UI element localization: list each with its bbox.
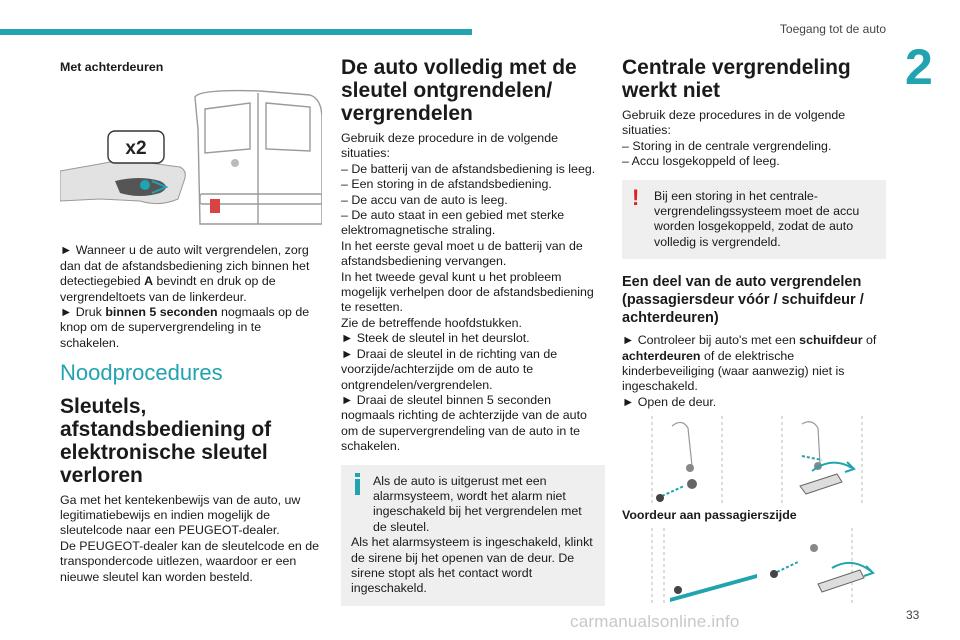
col2-line: – De accu van de auto is leeg.	[341, 192, 508, 207]
page-number: 33	[906, 608, 920, 622]
door-lock-svg-2	[622, 528, 886, 604]
col2-line: In het eerste geval moet u de batterij van de afstandsbediening vervangen.	[341, 238, 583, 269]
column-3	[622, 56, 886, 604]
door-lock-illustration-1	[622, 416, 886, 504]
col2-line: In het tweede geval kunt u het probleem mogelijk verhelpen door de afstandsbediening te resetten.	[341, 269, 594, 315]
col2-line: Gebruik deze procedure in de volgende situaties:	[341, 131, 558, 161]
info-box	[341, 465, 605, 606]
column-2	[341, 56, 605, 606]
header-title: Toegang tot de auto	[779, 22, 886, 36]
col1-step-2: ► Druk binnen 5 seconden nogmaals op de knop om de supervergrendeling in te schakelen.	[60, 305, 310, 350]
col3-step-1: ► Controleer bij auto's met een schuifdeur of achterdeuren of de elektrische kinderbeveiliging (waar aanwezig) niet is ingeschakeld.	[622, 333, 877, 394]
warning-box	[622, 180, 886, 260]
info-text-1: Als de auto is uitgerust met een alarmsysteem, wordt het alarm niet ingeschakeld bij het vergrendelen met de sleutel.	[373, 473, 582, 534]
watermark: carmanualsonline.info	[570, 612, 740, 631]
col1-para-2: De PEUGEOT-dealer kan de sleutelcode en de transpondercode uitlezen, waardoor er een nieuwe sleutel kan worden besteld.	[60, 538, 319, 584]
x2-label: x2	[125, 138, 147, 160]
column-1	[60, 56, 322, 585]
info-icon	[351, 473, 365, 495]
warning-text: Bij een storing in het centrale-vergrendelingssysteem moet de accu worden losgekoppeld, zodat de auto volledig is vergrendeld.	[654, 188, 860, 249]
col2-line: – De auto staat in een gebied met sterke elektromagnetische straling.	[341, 208, 565, 238]
fob-van-rear-svg	[60, 89, 322, 229]
section-title: Noodprocedures	[60, 360, 223, 386]
chapter-number: 2	[905, 39, 933, 95]
col2-line: ► Draai de sleutel binnen 5 seconden nogmaals richting de achterzijde van de auto om de supervergrendeling van de auto in te schakelen.	[341, 392, 587, 454]
heading-central-locking: Centrale vergrendeling werkt niet	[622, 56, 851, 102]
col2-line: Zie de betreffende hoofdstukken.	[341, 315, 522, 330]
subheading-rear-doors: Met achterdeuren	[60, 60, 164, 74]
col2-line: ► Draai de sleutel in de richting van de voorzijde/achterzijde om de auto te ontgrendelen/vergrendelen.	[341, 346, 558, 392]
figure-caption-front-door: Voordeur aan passagierszijde	[622, 508, 797, 523]
door-lock-svg-1	[622, 416, 886, 504]
col3-line: – Accu losgekoppeld of leeg.	[622, 154, 780, 169]
col3-line: Gebruik deze procedures in de volgende situaties:	[622, 108, 846, 138]
subheading-partial-lock: Een deel van de auto vergrendelen (passagiersdeur vóór / schuifdeur / achterdeuren)	[622, 274, 864, 327]
heading-key-unlock: De auto volledig met de sleutel ontgrendelen/ vergrendelen	[341, 56, 577, 125]
col1-step-1: ► Wanneer u de auto wilt vergrendelen, zorg dan dat de afstandsbediening zich binnen het detectiegebied A bevindt en druk op de vergrendeltoets van de linkerdeur.	[60, 243, 310, 304]
col2-line: ► Steek de sleutel in het deurslot.	[341, 331, 530, 346]
col2-line: – Een storing in de afstandsbediening.	[341, 177, 552, 192]
heading-keys-lost: Sleutels, afstandsbediening of elektronische sleutel verloren	[60, 394, 272, 487]
col3-step-2: ► Open de deur.	[622, 394, 717, 409]
col2-line: – De batterij van de afstandsbediening is leeg.	[341, 161, 596, 176]
door-lock-illustration-2	[622, 528, 886, 604]
col3-line: – Storing in de centrale vergrendeling.	[622, 138, 832, 153]
col2-body	[341, 131, 605, 455]
info-text-2: Als het alarmsysteem is ingeschakeld, klinkt de sirene bij het openen van de deur. De sirene stopt als het contact wordt ingeschakeld.	[351, 535, 593, 596]
warning-icon: !	[632, 184, 640, 210]
col1-para-1: Ga met het kentekenbewijs van de auto, uw legitimatiebewijs en indien mogelijk de sleutelcode naar een PEUGEOT-dealer.	[60, 492, 301, 538]
key-fob-illustration	[60, 89, 322, 229]
top-accent-bar	[0, 29, 472, 35]
